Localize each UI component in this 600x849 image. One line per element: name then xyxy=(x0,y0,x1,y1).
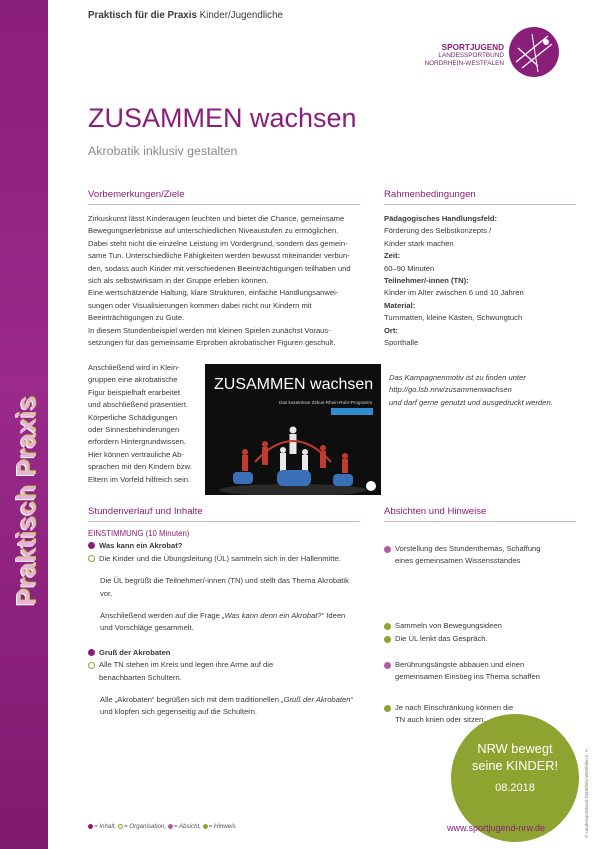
item-text: Alle TN stehen im Kreis und legen ihre Arme auf die benachbarten Schultern. xyxy=(99,660,274,682)
text-line: In diesem Stundenbeispiel werden mit kleinen Spielen zunächst Voraus- xyxy=(88,325,331,335)
item-text: Die ÜL begrüßt die Teilnehmer/-innen (TN) und stellt das Thema Akrobatik vor. xyxy=(100,576,349,598)
text-line: Eltern im Vorfeld hilfreich sein. xyxy=(88,474,191,484)
badge-line-2: seine KINDER! xyxy=(471,758,559,773)
heading-vorbemerkungen: Vorbemerkungen/Ziele xyxy=(88,189,185,200)
phase-label: EINSTIMMUNG (10 Minuten) xyxy=(88,529,190,538)
rahmen-label: Pädagogisches Handlungsfeld: xyxy=(384,214,498,223)
organisation-bullet-icon xyxy=(88,555,95,562)
text-line: oder Sinnesbehinderungen xyxy=(88,425,180,435)
legend-hinweis: = Hinweis xyxy=(208,823,236,830)
poster-title xyxy=(214,376,373,394)
item-text: Ideen und Vorschläge gesammelt. xyxy=(100,611,346,633)
badge-date: 08.2018 xyxy=(495,782,535,794)
hinweis-bullet-icon xyxy=(384,636,391,643)
inhalt-bullet-icon xyxy=(88,542,95,549)
text-line: Eine wertschätzende Haltung, klare Strukturen, einfache Handlungsanwei- xyxy=(88,288,339,298)
text-line: Bewegungserlebnisse auf unterschiedlichen Niveaustufen zu ermöglichen. xyxy=(88,226,339,236)
logo-line-2: LANDESSPORTBUND xyxy=(438,52,504,59)
item-quote: „Was kann denn ein Akrobat?“ xyxy=(222,611,325,621)
absicht-item xyxy=(384,659,560,684)
poster-title-b: wachsen xyxy=(310,376,374,393)
praxis-logo-text: Praktisch Praxis xyxy=(11,395,41,606)
poster-subtitle: Das kostenlose Zirkus-Rhein-Ruhr-Programm xyxy=(279,400,373,405)
rahmen-label: Ort: xyxy=(384,325,398,335)
inhalt-bullet-icon xyxy=(88,824,93,829)
rahmen-label: Material: xyxy=(384,300,416,310)
hinweis-bullet-icon xyxy=(384,623,391,630)
text-line: Körperliche Schädigungen xyxy=(88,412,178,422)
heading-rahmenbedingungen: Rahmenbedingungen xyxy=(384,189,476,200)
vorbemerkungen-text xyxy=(88,213,360,349)
series-label xyxy=(88,10,283,21)
page-title: ZUSAMMEN wachsen xyxy=(88,103,357,133)
divider xyxy=(88,521,360,522)
caption-link[interactable]: http://go.lsb.nrw/zusammenwachsen xyxy=(389,385,512,395)
text-line: und abschließend präsentiert. xyxy=(88,400,189,410)
divider xyxy=(384,204,576,205)
sportjugend-logo-text xyxy=(410,44,504,68)
rahmen-list xyxy=(384,213,574,349)
praxis-logo-vertical xyxy=(9,380,39,610)
heading-absichten: Absichten und Hinweise xyxy=(384,506,487,517)
divider xyxy=(384,521,576,522)
item-text: und klopfen sich gegenseitig auf die Schultern. xyxy=(100,707,258,717)
divider xyxy=(88,204,360,205)
text-line: Zirkuskunst lässt Kinderaugen leuchten und bietet die Chance, gemeinsame xyxy=(88,214,345,223)
hinweis-item xyxy=(384,620,554,632)
poster-caption xyxy=(389,372,579,409)
legend-inhalt: = Inhalt, xyxy=(94,823,117,830)
rahmen-value: 60–90 Minuten xyxy=(384,263,435,273)
text-line: sungen oder Visualisierungen kommen dabei nicht nur Kindern mit xyxy=(88,300,312,310)
item-quote: „Gruß der Akrobaten“ xyxy=(281,695,353,705)
sportjugend-logo-icon xyxy=(508,26,560,78)
text-line: sich als selbstwirksam in der Gruppe erleben können. xyxy=(88,276,269,286)
series-rest: Kinder/Jugendliche xyxy=(199,10,283,21)
rahmen-label: Teilnehmer/-innen (TN): xyxy=(384,276,469,286)
text-line: same Tun. Unterschiedliche Fähigkeiten werden bewusst miteinander verbun- xyxy=(88,251,350,261)
absicht-bullet-icon xyxy=(384,662,391,669)
campaign-poster-image xyxy=(205,364,381,495)
item-text: Je nach Einschränkung können die TN auch knien oder sitzen. xyxy=(395,703,514,725)
rahmen-value: Kinder stark machen xyxy=(384,238,454,248)
item-text: Alle „Akrobaten“ begrüßen sich mit dem traditionellen xyxy=(100,695,282,705)
item-text: Sammeln von Bewegungsideen xyxy=(395,621,502,630)
text-line: Anschließend wird in Klein- xyxy=(88,363,180,372)
series-bold: Praktisch für die Praxis xyxy=(88,10,197,21)
hinweis-bullet-icon xyxy=(203,824,208,829)
absicht-bullet-icon xyxy=(384,546,391,553)
poster-title-a: ZUSAMMEN xyxy=(214,376,306,393)
item-text: Berührungsängste abbauen und einen gemeinsamen Einstieg ins Thema schaffen xyxy=(395,660,540,682)
text-line: Figur beispielhaft erarbeitet xyxy=(88,387,181,397)
text-line: den, sodass auch Kinder mit verschiedenen Beeinträchtigungen teilhaben und xyxy=(88,263,351,273)
item-text: Anschließend werden auf die Frage xyxy=(100,611,222,621)
footer-url[interactable]: www.sportjugend-nrw.de xyxy=(447,823,546,833)
text-line: Dabei steht nicht die einzelne Leistung im Vordergrund, sondern das gemein- xyxy=(88,238,348,248)
item-paragraph xyxy=(100,694,358,719)
text-line: erfordern Hintergrundwissen. xyxy=(88,437,186,447)
rahmen-value: Kinder im Alter zwischen 6 und 10 Jahren xyxy=(384,288,524,298)
copyright-note: © Landessportbund Nordrhein-Westfalen e. V. xyxy=(584,748,589,838)
absicht-item xyxy=(384,543,554,568)
text-line: sprachen mit den Kindern bzw. xyxy=(88,462,192,472)
organisation-bullet-icon xyxy=(88,662,95,669)
logo-line-1: SPORTJUGEND xyxy=(441,43,504,52)
heading-stundenverlauf: Stundenverlauf und Inhalte xyxy=(88,506,203,517)
text-line: setzungen für das gemeinsame Erproben akrobatischer Figuren geschult. xyxy=(88,338,336,348)
rahmen-value: Turnmatten, kleine Kästen, Schwungtuch xyxy=(384,313,523,323)
item-text: Die Kinder und die Übungsleitung (ÜL) sammeln sich in der Hallenmitte. xyxy=(99,553,341,563)
logo-line-3: NORDRHEIN-WESTFALEN xyxy=(424,60,504,67)
caption-line: und darf gerne genutzt und ausgedruckt werden. xyxy=(389,397,553,407)
text-line: gruppen eine akrobatische xyxy=(88,375,178,385)
bullet-legend xyxy=(88,823,236,830)
item-title: Was kann ein Akrobat? xyxy=(99,541,183,551)
stundenverlauf-list xyxy=(88,528,358,719)
caption-line: Das Kampagnenmotiv ist zu finden unter xyxy=(389,373,526,382)
hinweis-item xyxy=(384,633,554,645)
item-paragraph xyxy=(100,610,358,635)
page-subtitle: Akrobatik inklusiv gestalten xyxy=(88,144,238,158)
rahmen-value: Sporthalle xyxy=(384,338,419,348)
inhalt-bullet-icon xyxy=(88,649,95,656)
organisation-bullet-icon xyxy=(118,824,123,829)
legend-absicht: = Absicht, xyxy=(173,823,201,830)
rahmen-value: Förderung des Selbstkonzepts / xyxy=(384,226,492,236)
item-title: Gruß der Akrobaten xyxy=(99,647,171,657)
acrobats-illustration xyxy=(205,414,381,495)
item-text: Die ÜL lenkt das Gespräch. xyxy=(395,634,488,643)
text-line: Beeinträchtigungen zu Gute. xyxy=(88,313,185,323)
hinweis-bullet-icon xyxy=(384,705,391,712)
badge-line-1: NRW bewegt xyxy=(477,741,553,756)
text-line: Hier können vertrauliche Ab- xyxy=(88,449,184,459)
rahmen-label: Zeit: xyxy=(384,251,401,261)
item-text: Vorstellung des Stundenthemas, Schaffung eines gemeinsamen Wissensstandes xyxy=(395,544,541,566)
vorbemerkungen-text-narrow xyxy=(88,362,198,486)
absicht-bullet-icon xyxy=(168,824,173,829)
legend-organisation: = Organisation, xyxy=(123,823,167,830)
